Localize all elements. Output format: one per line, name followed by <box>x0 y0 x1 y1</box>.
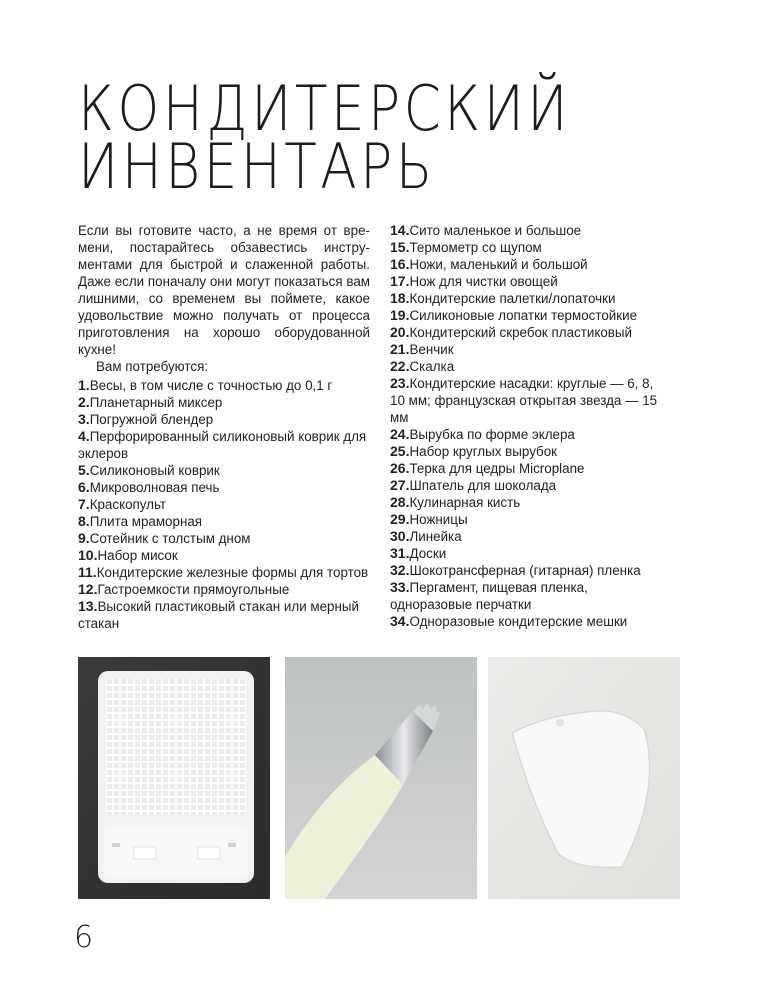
list-item <box>390 307 662 324</box>
item-text: Перфорированный силиконовый коврик для эклеров <box>78 429 367 461</box>
item-number: 19. <box>390 307 410 323</box>
item-number: 25. <box>390 443 410 459</box>
item-number: 9. <box>78 530 90 546</box>
item-number: 21. <box>390 341 410 357</box>
kitchen-scale-photo <box>78 657 270 899</box>
item-text: Гастроемкости прямоугольные <box>97 582 290 597</box>
page-title-line-1: КОНДИТЕРСКИЙ <box>78 72 571 145</box>
item-text: Венчик <box>409 342 454 357</box>
item-number: 13. <box>78 598 98 614</box>
item-number: 30. <box>390 528 410 544</box>
list-item <box>78 428 370 462</box>
item-text: Кондитерские железные формы для тортов <box>96 565 369 580</box>
item-text: Силиконовый коврик <box>89 463 220 478</box>
item-text: Линейка <box>409 529 462 544</box>
item-text: Шокотрансферная (гитарная) пленка <box>409 563 641 578</box>
photo-strip <box>78 657 680 899</box>
item-number: 29. <box>390 511 410 527</box>
item-number: 22. <box>390 358 410 374</box>
item-number: 16. <box>390 256 410 272</box>
item-number: 4. <box>78 428 90 444</box>
list-item <box>390 324 662 341</box>
list-item <box>390 273 662 290</box>
list-item <box>78 581 370 598</box>
item-number: 11. <box>78 564 97 580</box>
item-text: Вырубка по форме эклера <box>409 427 575 442</box>
page-title-line-2: ИНВЕНТАРЬ <box>78 130 436 203</box>
list-item <box>78 479 370 496</box>
item-text: Сотейник с толстым дном <box>89 531 251 546</box>
plastic-scraper-photo <box>488 657 680 899</box>
item-number: 7. <box>78 496 90 512</box>
item-number: 12. <box>78 581 98 597</box>
item-number: 15. <box>390 239 410 255</box>
left-column <box>78 222 370 632</box>
item-number: 17. <box>390 273 410 289</box>
item-text: Терка для цедры Microplane <box>409 461 585 476</box>
need-label: Вам потребуются: <box>96 359 209 374</box>
piping-bag-with-star-nozzle-photo <box>285 657 477 899</box>
item-number: 34. <box>390 613 410 629</box>
page-title <box>78 72 628 203</box>
list-item <box>78 377 370 394</box>
item-text: Шпатель для шоколада <box>409 478 557 493</box>
item-text: Кондитерские палетки/лопаточки <box>409 291 616 306</box>
item-number: 8. <box>78 513 90 529</box>
item-text: Ножи, маленький и большой <box>409 257 588 272</box>
item-number: 6. <box>78 479 90 495</box>
list-item <box>390 494 662 511</box>
list-item <box>78 513 370 530</box>
item-number: 32. <box>390 562 410 578</box>
item-text: Набор мисок <box>97 548 178 563</box>
list-item <box>390 579 662 613</box>
list-item <box>390 426 662 443</box>
list-item <box>390 239 662 256</box>
item-text: Микроволновая печь <box>89 480 220 495</box>
item-text: Кондитерские насадки: круглые — 6, 8, 10 мм; французская открытая звезда — 15 мм <box>390 376 658 425</box>
item-number: 18. <box>390 290 410 306</box>
list-item <box>78 547 370 564</box>
list-item <box>78 530 370 547</box>
item-text: Сито маленькое и большое <box>409 223 582 238</box>
list-item <box>390 222 662 239</box>
item-text: Ножницы <box>409 512 468 527</box>
item-text: Высокий пластиковый стакан или мерный стакан <box>78 599 360 631</box>
list-item <box>390 358 662 375</box>
list-item <box>78 394 370 411</box>
item-text: Краскопульт <box>89 497 167 512</box>
item-text: Кондитерский скребок пластиковый <box>409 325 633 340</box>
item-number: 27. <box>390 477 410 493</box>
item-text: Одноразовые кондитерские мешки <box>409 614 628 629</box>
item-text: Набор круглых вырубок <box>409 444 558 459</box>
list-item <box>78 462 370 479</box>
list-item <box>78 598 370 632</box>
item-text: Погружной блендер <box>89 412 214 427</box>
item-number: 5. <box>78 462 90 478</box>
item-text: Планетарный миксер <box>89 395 223 410</box>
list-item <box>78 564 370 581</box>
right-column <box>390 222 662 630</box>
list-item <box>390 443 662 460</box>
item-number: 26. <box>390 460 410 476</box>
item-number: 23. <box>390 375 410 391</box>
list-item <box>390 613 662 630</box>
item-number: 24. <box>390 426 410 442</box>
item-text: Скалка <box>409 359 455 374</box>
list-item <box>390 562 662 579</box>
equipment-list-right <box>390 222 662 630</box>
list-item <box>390 511 662 528</box>
item-number: 3. <box>78 411 90 427</box>
item-text: Доски <box>409 546 447 561</box>
item-text: Термометр со щупом <box>409 240 542 255</box>
list-item <box>390 290 662 307</box>
item-number: 14. <box>390 222 410 238</box>
list-item <box>390 528 662 545</box>
item-number: 1. <box>78 377 90 393</box>
item-number: 33. <box>390 579 410 595</box>
item-text: Плита мраморная <box>89 514 203 529</box>
item-number: 20. <box>390 324 410 340</box>
list-item <box>390 341 662 358</box>
item-text: Нож для чистки овощей <box>409 274 558 289</box>
item-number: 10. <box>78 547 98 563</box>
list-item <box>78 496 370 513</box>
list-item <box>390 477 662 494</box>
list-item <box>390 375 662 426</box>
intro-paragraph: Если вы готовите часто, а не время от времени, постарайтесь обзавестись инструментами для быстрой и слаженной работы. Даже если поначалу они могут показаться вам лишними, со временем вы поймете, какое удовольствие можно получать от процесса приготовления на хорошо оборудованной кухне! <box>78 223 370 357</box>
list-item <box>390 460 662 477</box>
item-text: Кулинарная кисть <box>409 495 521 510</box>
list-item <box>390 256 662 273</box>
item-number: 28. <box>390 494 410 510</box>
item-text: Весы, в том числе с точностью до 0,1 г <box>89 378 333 393</box>
item-number: 31. <box>390 545 410 561</box>
item-text: Силиконовые лопатки термостойкие <box>409 308 638 323</box>
item-number: 2. <box>78 394 90 410</box>
page-number: 6 <box>74 920 94 955</box>
equipment-list-left <box>78 377 370 632</box>
list-item <box>390 545 662 562</box>
item-text: Пергамент, пищевая пленка, одноразовые перчатки <box>390 580 588 612</box>
list-item <box>78 411 370 428</box>
